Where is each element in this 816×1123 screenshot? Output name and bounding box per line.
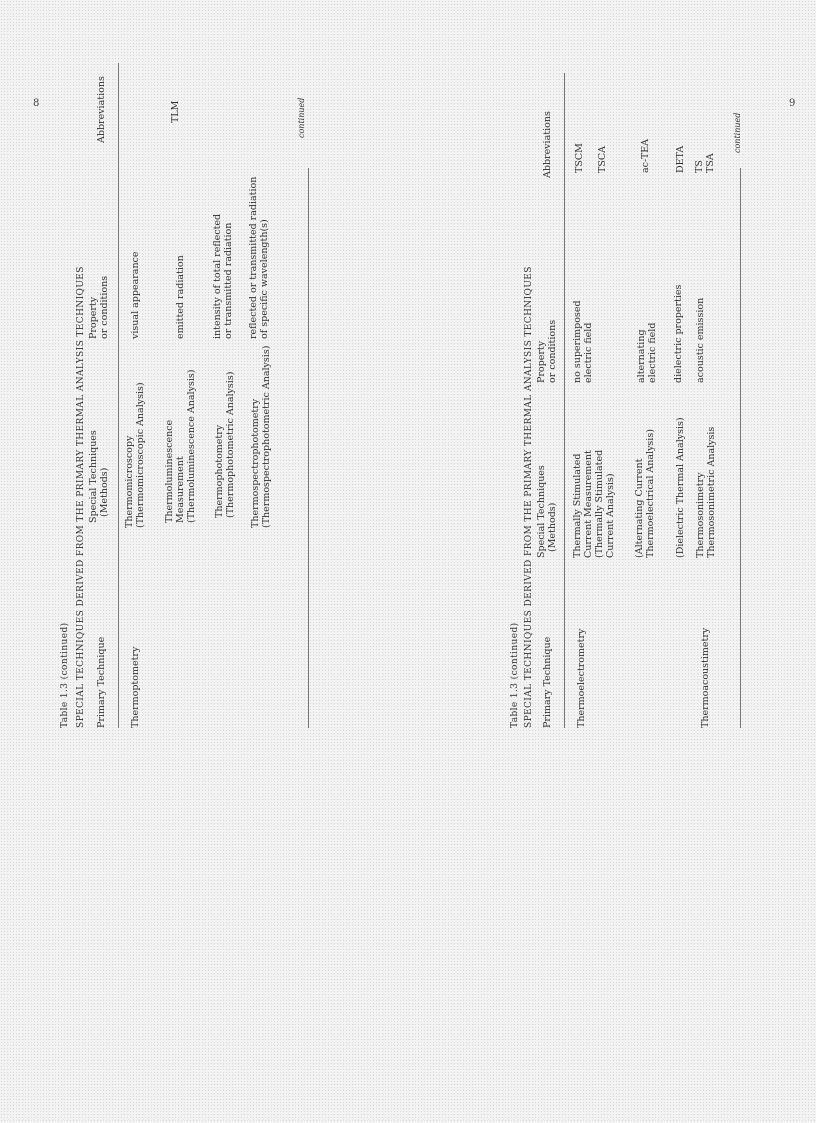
continued-note: continued [733, 112, 742, 153]
table-caption: Table 1.3 (continued) [510, 622, 520, 728]
property-cell: dielectric properties [673, 284, 684, 383]
property-cell: acoustic emission [695, 297, 706, 383]
table-row: Thermospectrophotometry (Thermospectrophotometric Analysis) [250, 345, 272, 528]
abbreviation-cell: TSCM TSCA [574, 143, 608, 173]
table-1-3-part-a [60, 68, 325, 728]
abbreviation-cell: TLM [170, 100, 181, 123]
header-primary-technique: Primary Technique [96, 636, 107, 728]
continued-note: continued [297, 97, 306, 138]
table-row: Thermomicroscopy (Thermomicroscopic Analysis) [124, 382, 146, 528]
primary-technique-cell: Thermoelectrometry [576, 628, 587, 728]
bottom-rule [308, 168, 309, 728]
table-row: Thermophotometry (Thermophotometric Analysis) [214, 371, 236, 518]
table-caption: Table 1.3 (continued) [60, 622, 70, 728]
property-cell: visual appearance [130, 251, 141, 339]
header-property: Property or conditions [88, 275, 110, 339]
header-rule [118, 63, 119, 728]
property-cell: intensity of total reflected or transmitted radiation [212, 213, 234, 339]
table-1-3-part-b [510, 68, 775, 728]
table-title: SPECIAL TECHNIQUES DERIVED FROM THE PRIMARY THERMAL ANALYSIS TECHNIQUES [76, 266, 86, 728]
header-special-techniques: Special Techniques (Methods) [536, 465, 558, 558]
table-title: SPECIAL TECHNIQUES DERIVED FROM THE PRIMARY THERMAL ANALYSIS TECHNIQUES [524, 266, 534, 728]
primary-technique-cell: Thermoacoustimetry [700, 627, 711, 728]
header-primary-technique: Primary Technique [542, 636, 553, 728]
table-row: Thermally Stimulated Current Measurement (Thermally Stimulated Current Analysis) [572, 449, 616, 558]
table-row: Thermosonimetry Thermosonimetric Analysis [695, 426, 717, 558]
property-cell: alternating electric field [636, 322, 658, 383]
property-cell: emitted radiation [175, 255, 186, 339]
table-row: (Alternating Current Thermoelectrical Analysis) [634, 429, 656, 558]
property-cell: reflected or transmitted radiation of specific wavelength(s) [248, 176, 270, 339]
table-row: (Dielectric Thermal Analysis) [675, 417, 686, 558]
property-cell: no superimposed electric field [572, 300, 594, 383]
bottom-rule [740, 168, 741, 728]
header-property: Property or conditions [536, 319, 558, 383]
header-special-techniques: Special Techniques (Methods) [88, 430, 110, 523]
abbreviation-cell: ac-TEA [640, 139, 651, 173]
header-abbreviations: Abbreviations [542, 111, 553, 178]
page-number-right: 9 [789, 98, 796, 109]
header-rule [564, 73, 565, 728]
header-abbreviations: Abbreviations [96, 76, 107, 143]
page-number-left: 8 [33, 98, 40, 109]
abbreviation-cell: DETA [675, 145, 686, 173]
abbreviation-cell: TS TSA [694, 153, 716, 173]
table-row: Thermoluminescence Measurement (Thermoluminescence Analysis) [164, 369, 197, 523]
primary-technique-cell: Thermoptometry [130, 646, 141, 728]
